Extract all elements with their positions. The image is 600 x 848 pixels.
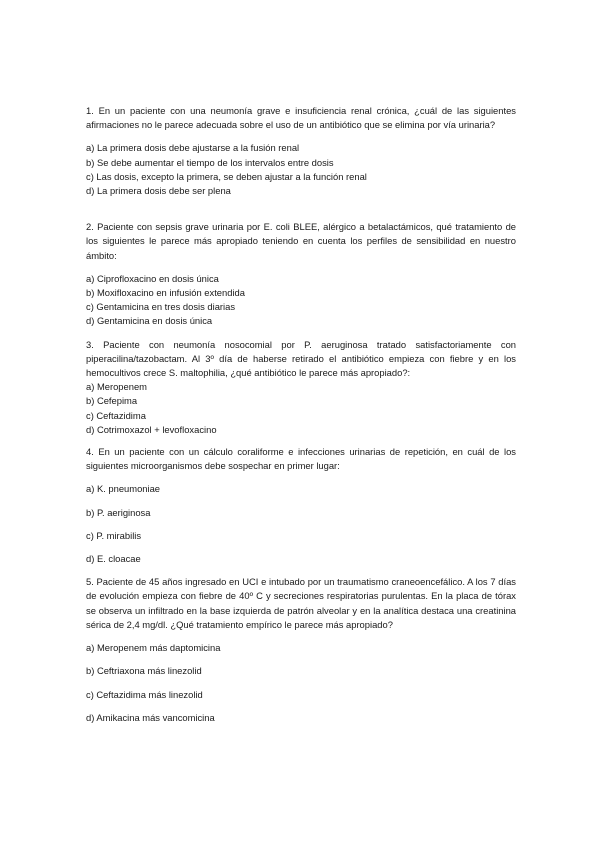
option-b: b) P. aeriginosa bbox=[86, 506, 151, 518]
option-d: d) La primera dosis debe ser plena bbox=[86, 185, 231, 197]
question-stem: 4. En un paciente con un cálculo coraliforme e infecciones urinarias de repetición, en cuál de los siguientes microorganismos debe sospechar en primer lugar: bbox=[86, 446, 516, 472]
option-b: b) Se debe aumentar el tiempo de los intervalos entre dosis bbox=[86, 156, 334, 168]
option-c: c) Gentamicina en tres dosis diarias bbox=[86, 301, 236, 313]
option-c: c) Ceftazidima más linezolid bbox=[86, 688, 203, 700]
question-4 bbox=[86, 445, 516, 566]
question-5 bbox=[86, 575, 516, 725]
option-d: d) Amikacina más vancomicina bbox=[86, 711, 215, 723]
option-b: b) Moxifloxacino en infusión extendida bbox=[86, 287, 245, 299]
option-b: b) Cefepima bbox=[86, 395, 138, 407]
question-stem: 1. En un paciente con una neumonía grave e insuficiencia renal crónica, ¿cuál de las siguientes afirmaciones no le parece adecuada sobre el uso de un antibiótico que se elimina por vía urinaria? bbox=[86, 105, 516, 131]
option-c: c) P. mirabilis bbox=[86, 529, 142, 541]
option-c: c) Las dosis, excepto la primera, se deben ajustar a la función renal bbox=[86, 170, 367, 182]
option-d: d) Gentamicina en dosis única bbox=[86, 315, 213, 327]
option-a: a) Meropenem más daptomicina bbox=[86, 642, 221, 654]
option-a: a) Meropenem bbox=[86, 381, 147, 393]
option-list bbox=[86, 641, 516, 725]
option-c: c) Ceftazidima bbox=[86, 409, 146, 421]
question-stem: 2. Paciente con sepsis grave urinaria por E. coli BLEE, alérgico a betalactámicos, qué tratamiento de los siguientes le parece más apropiado teniendo en cuenta los perfiles de sensibilidad en nuestro ámbito: bbox=[86, 221, 516, 261]
option-list bbox=[86, 272, 516, 329]
option-list bbox=[86, 482, 516, 566]
option-a: a) La primera dosis debe ajustarse a la fusión renal bbox=[86, 142, 300, 154]
question-1 bbox=[86, 104, 516, 198]
option-b: b) Ceftriaxona más linezolid bbox=[86, 665, 202, 677]
option-list bbox=[86, 380, 516, 437]
option-d: d) Cotrimoxazol + levofloxacino bbox=[86, 423, 217, 435]
question-2 bbox=[86, 220, 516, 328]
option-d: d) E. cloacae bbox=[86, 553, 141, 565]
question-3 bbox=[86, 338, 516, 437]
question-stem: 3. Paciente con neumonía nosocomial por P. aeruginosa tratado satisfactoriamente con piperacilina/tazobactam. Al 3º día de haberse retirado el antibiótico empieza con fiebre y en los hemocultivos crece S. maltophilia, ¿qué antibiótico le parece más apropiado?: bbox=[86, 338, 516, 379]
document-page bbox=[86, 104, 516, 734]
option-list bbox=[86, 141, 516, 198]
option-a: a) Ciprofloxacino en dosis única bbox=[86, 272, 219, 284]
question-stem: 5. Paciente de 45 años ingresado en UCI e intubado por un traumatismo craneoencefálico. A los 7 días de evolución empieza con fiebre de 40º C y secreciones respiratorias purulentas. En la placa de tórax se observa un infiltrado en la base izquierda de patrón alveolar y en la analítica destaca una creatinina sérica de 2,4 mg/dl. ¿Qué tratamiento empírico le parece más apropiado? bbox=[86, 576, 516, 630]
option-a: a) K. pneumoniae bbox=[86, 483, 161, 495]
